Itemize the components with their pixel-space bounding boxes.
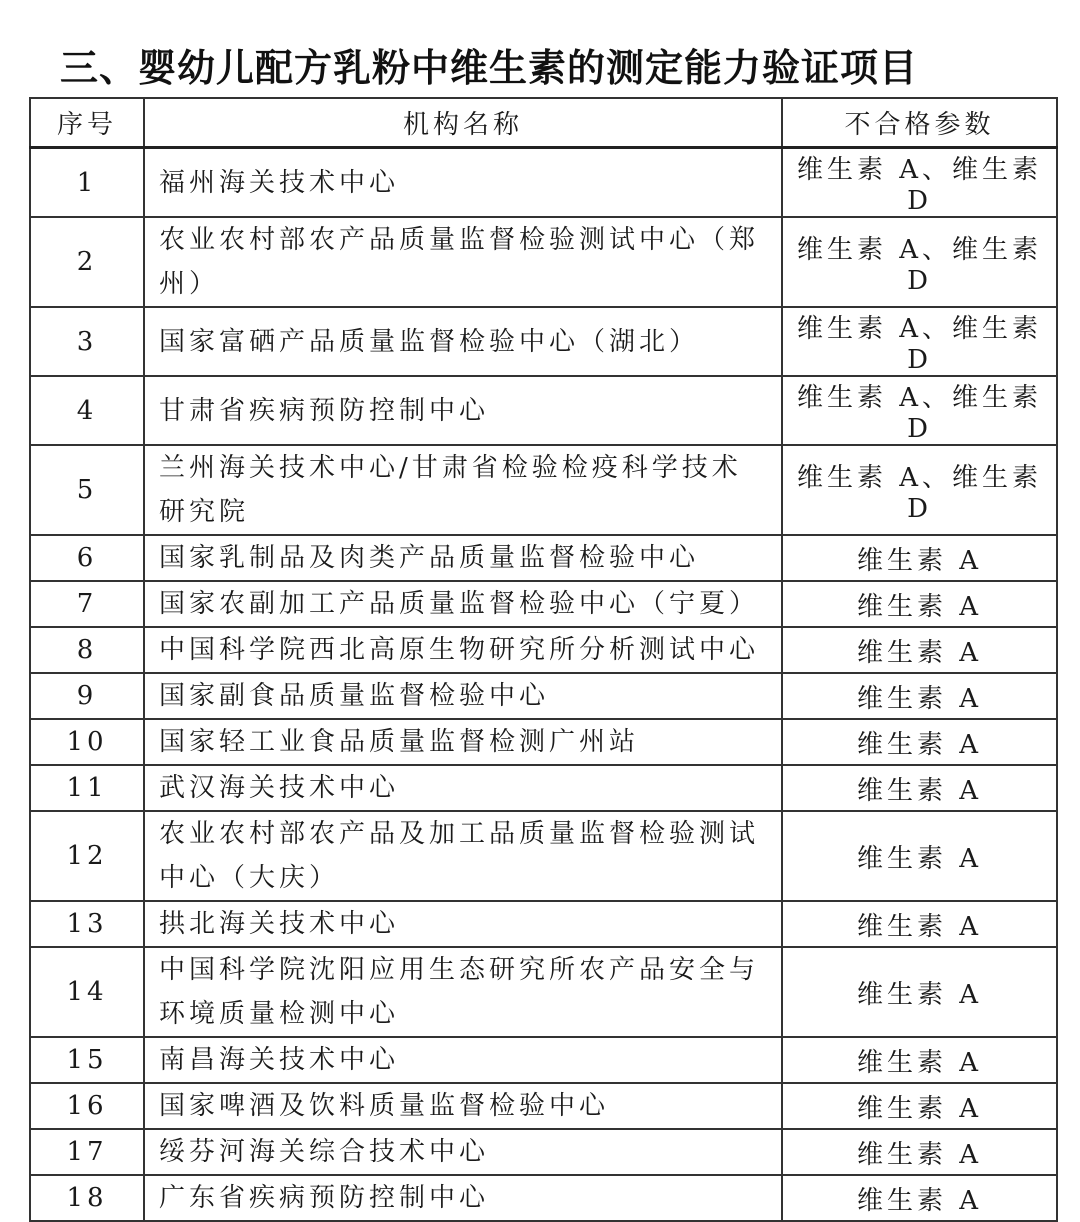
row-failed-parameters: 维生素 A、维生素 D [782,217,1057,307]
row-serial-number: 13 [30,901,144,947]
row-institution-name: 武汉海关技术中心 [144,765,782,811]
table-row [30,535,1057,581]
row-serial-number: 1 [30,148,144,218]
row-serial-number: 8 [30,627,144,673]
row-institution-name: 国家副食品质量监督检验中心 [144,673,782,719]
row-institution-name: 农业农村部农产品及加工品质量监督检验测试中心（大庆） [144,811,782,901]
row-failed-parameters: 维生素 A [782,1129,1057,1175]
row-institution-name: 广东省疾病预防控制中心 [144,1175,782,1221]
row-failed-parameters: 维生素 A [782,811,1057,901]
row-serial-number: 10 [30,719,144,765]
row-institution-name: 国家农副加工产品质量监督检验中心（宁夏） [144,581,782,627]
row-serial-number: 16 [30,1083,144,1129]
row-serial-number: 18 [30,1175,144,1221]
table-row [30,719,1057,765]
results-table [29,97,1058,1222]
table-row [30,765,1057,811]
row-serial-number: 9 [30,673,144,719]
row-serial-number: 3 [30,307,144,376]
row-institution-name: 国家轻工业食品质量监督检测广州站 [144,719,782,765]
row-institution-name: 甘肃省疾病预防控制中心 [144,376,782,445]
row-institution-name: 南昌海关技术中心 [144,1037,782,1083]
row-failed-parameters: 维生素 A [782,765,1057,811]
row-serial-number: 17 [30,1129,144,1175]
table-row [30,307,1057,376]
table-row [30,673,1057,719]
row-failed-parameters: 维生素 A、维生素 D [782,445,1057,535]
header-failed-parameters: 不合格参数 [782,98,1057,148]
page-title: 三、婴幼儿配方乳粉中维生素的测定能力验证项目 [60,46,919,90]
table-row [30,581,1057,627]
row-institution-name: 国家啤酒及饮料质量监督检验中心 [144,1083,782,1129]
row-institution-name: 国家富硒产品质量监督检验中心（湖北） [144,307,782,376]
row-serial-number: 14 [30,947,144,1037]
table-row [30,1037,1057,1083]
row-serial-number: 12 [30,811,144,901]
row-institution-name: 国家乳制品及肉类产品质量监督检验中心 [144,535,782,581]
row-serial-number: 15 [30,1037,144,1083]
header-serial-number: 序号 [30,98,144,148]
table-header-row [30,98,1057,148]
row-failed-parameters: 维生素 A [782,1083,1057,1129]
row-failed-parameters: 维生素 A、维生素 D [782,307,1057,376]
row-failed-parameters: 维生素 A [782,719,1057,765]
row-institution-name: 福州海关技术中心 [144,148,782,218]
table-row [30,148,1057,218]
row-failed-parameters: 维生素 A、维生素 D [782,148,1057,218]
row-serial-number: 5 [30,445,144,535]
row-institution-name: 兰州海关技术中心/甘肃省检验检疫科学技术研究院 [144,445,782,535]
row-failed-parameters: 维生素 A [782,535,1057,581]
table-row [30,811,1057,901]
table-row [30,1129,1057,1175]
table-row [30,1175,1057,1221]
row-failed-parameters: 维生素 A [782,627,1057,673]
row-institution-name: 拱北海关技术中心 [144,901,782,947]
row-failed-parameters: 维生素 A [782,581,1057,627]
row-institution-name: 中国科学院西北高原生物研究所分析测试中心 [144,627,782,673]
row-serial-number: 4 [30,376,144,445]
header-institution-name: 机构名称 [144,98,782,148]
row-institution-name: 农业农村部农产品质量监督检验测试中心（郑州） [144,217,782,307]
table-row [30,627,1057,673]
table-row [30,1083,1057,1129]
table-row [30,445,1057,535]
row-failed-parameters: 维生素 A [782,673,1057,719]
table-row [30,901,1057,947]
table-row [30,947,1057,1037]
row-institution-name: 绥芬河海关综合技术中心 [144,1129,782,1175]
row-serial-number: 11 [30,765,144,811]
row-failed-parameters: 维生素 A [782,1175,1057,1221]
row-failed-parameters: 维生素 A [782,947,1057,1037]
row-failed-parameters: 维生素 A、维生素 D [782,376,1057,445]
row-serial-number: 6 [30,535,144,581]
row-serial-number: 7 [30,581,144,627]
row-failed-parameters: 维生素 A [782,1037,1057,1083]
table-row [30,217,1057,307]
row-serial-number: 2 [30,217,144,307]
row-failed-parameters: 维生素 A [782,901,1057,947]
table-row [30,376,1057,445]
row-institution-name: 中国科学院沈阳应用生态研究所农产品安全与环境质量检测中心 [144,947,782,1037]
